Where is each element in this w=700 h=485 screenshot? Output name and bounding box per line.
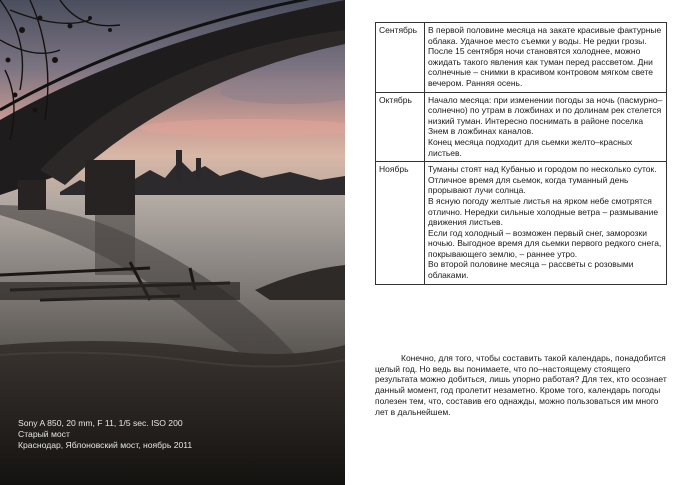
- table-row: [376, 162, 667, 285]
- caption-title: Старый мост: [18, 429, 70, 439]
- month-cell: Ноябрь: [376, 162, 425, 285]
- description-line: Начало месяца: при изменении погоды за ночь (пасмурно–солнечно) по утрам в ложбинах и по долинам рек стелется низкий туман. Интересно поснимать в районе поселка Знем в ложбинах каналов.: [428, 94, 663, 137]
- caption-camera-settings: Sony A 850, 20 mm, F 11, 1/5 sec. ISO 200: [18, 418, 183, 428]
- month-cell: Октябрь: [376, 92, 425, 162]
- bridge-photo-image: [0, 0, 345, 485]
- caption-location-date: Краснодар, Яблоновский мост, ноябрь 2011: [18, 440, 193, 450]
- description-line: Туманы стоят над Кубанью и городом по несколько суток. Отличное время для сьемок, когда туманный день прорывают лучи солнца.: [428, 164, 657, 196]
- table-row: [376, 23, 667, 93]
- description-line: В первой половине месяца на закате красивые фактурные облака. Удачное место съемки у воды. Не редки грозы. После 15 сентября ночи становятся холоднее, можно ожидать такого явления как туман перед рассветом. Дни солнечные – снимки в красивом контровом мягком свете вечером. Ранняя осень.: [428, 25, 662, 88]
- month-cell: Сентябрь: [376, 23, 425, 93]
- description-cell: [425, 162, 667, 285]
- description-line: Конец месяца подходит для сьемки желто–красных листьев.: [428, 136, 633, 158]
- description-line: Во второй половине месяца – рассветы с розовыми облаками.: [428, 259, 634, 281]
- text-page: [345, 0, 700, 485]
- description-line: В ясную погоду желтые листья на ярком небе смотрятся отлично. Нередки сильные холодные ветра – размывание движения листьев.: [428, 195, 659, 228]
- description-cell: [425, 92, 667, 162]
- weather-calendar-table: [375, 22, 667, 285]
- bridge-photo: [0, 0, 345, 485]
- photo-caption: [18, 418, 338, 451]
- table-row: [376, 92, 667, 162]
- description-line: Если год холодный – возможен первый снег, заморозки ночью. Выгодное время для сьемки первого редкого снега, покрывающего землю, – раннее утро.: [428, 227, 662, 259]
- closing-paragraph: Конечно, для того, чтобы составить такой календарь, понадобится целый год. Но ведь вы понимаете, что по–настоящему стоящего результата можно добиться, лишь упорно работая? Для тех, кто осознает данный момент, год пролетит незаметно. Кроме того, календарь погоды полезен тем, что, составив его однажды, можно пользоваться им много лет в дальнейшем.: [375, 353, 667, 417]
- description-cell: [425, 23, 667, 93]
